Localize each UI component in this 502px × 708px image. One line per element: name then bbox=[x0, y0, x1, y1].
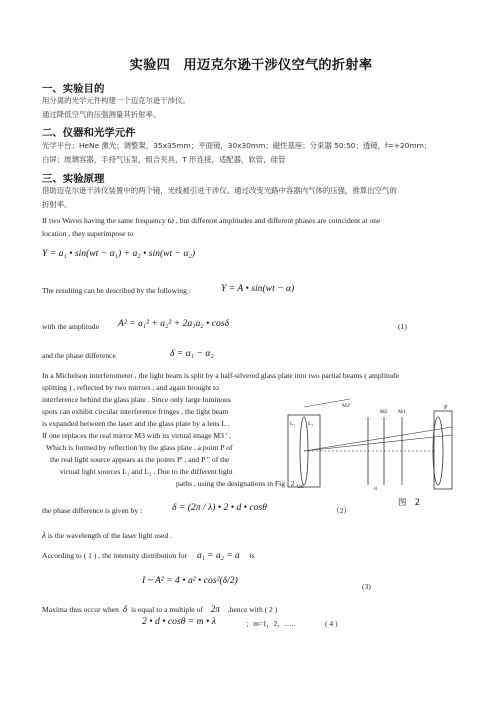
para-michelson-5: is expanded between the laser and the glass plate by a lens L . bbox=[42, 419, 230, 428]
para-intensity bbox=[42, 550, 470, 562]
para-phase-diff: and the phase difference bbox=[42, 351, 116, 360]
equation-equal-amplitude: a₁ = a₂ = a bbox=[197, 551, 240, 561]
equation-number-1: (1) bbox=[398, 322, 407, 331]
ray-2 bbox=[304, 427, 452, 451]
equation-maxima: 2 • d • cosθ = m • λ bbox=[142, 616, 216, 627]
delta-symbol: δ bbox=[122, 604, 128, 614]
text-segment: is bbox=[249, 551, 255, 560]
equation-number-3: (3) bbox=[362, 582, 371, 591]
text-segment: is the wavelength of the laser light used . bbox=[47, 531, 173, 540]
figure-2-diagram bbox=[284, 397, 462, 491]
lens-right bbox=[433, 417, 443, 485]
para-michelson-4: spots can exhibit circular interference fringes , the light beam bbox=[42, 407, 229, 416]
para-waves bbox=[42, 215, 470, 226]
text-segment: According to ( 1 ) , the intensity distribution for bbox=[42, 551, 188, 560]
label-m2: M2 bbox=[380, 409, 388, 415]
label-d: d bbox=[374, 486, 377, 491]
principle-line-1: 借助迈克尔逊干涉仪装置中的两个镜，光线被引进干涉仪。通过改变光路中容器内气体的压强，推算出空气的 bbox=[42, 186, 397, 195]
text-segment: Maxima thus occur when bbox=[42, 605, 119, 614]
text-segment: If two Waves having the same frequency bbox=[42, 216, 166, 225]
equation-phase-given: δ = (2π / λ) • 2 • d • cosθ bbox=[172, 502, 267, 513]
page-title: 实验四 用迈克尔逊干涉仪空气的折射率 bbox=[129, 58, 373, 73]
para-phase-given: the phase difference is given by : bbox=[42, 506, 143, 515]
text-segment: is equal to a multiple of bbox=[130, 605, 203, 614]
equation-number-2: （2） bbox=[332, 506, 351, 515]
para-michelson-6: If one replaces the real mirror M3 with its virtual image M3 ' , bbox=[42, 431, 232, 440]
omega-symbol: ω bbox=[167, 215, 174, 225]
para-michelson-8: the real light source appears as the points P' , and P " of the bbox=[50, 455, 230, 464]
para-maxima bbox=[42, 604, 470, 615]
label-m2p: M2' bbox=[342, 403, 351, 409]
label-p: P bbox=[444, 405, 448, 411]
text-segment: ,hence with ( 2 ) bbox=[227, 605, 278, 614]
figure-2-caption: 图 2 bbox=[398, 497, 421, 507]
equation-number-4: ( 4 ) bbox=[325, 619, 338, 628]
para-michelson-9: virtual light sources L₁ and L₂ . Due to the different light bbox=[60, 467, 233, 476]
principle-line-2: 折射率。 bbox=[42, 200, 72, 209]
para-michelson-7: Which is formed by reflection by the glass plate , a point P of bbox=[46, 443, 233, 452]
section-heading-principle: 三、实验原理 bbox=[42, 173, 105, 185]
equation-phase-diff: δ = α₁ − α₂ bbox=[170, 348, 214, 359]
objective-line-1: 用分离的光学元件构建一个迈克尔逊干涉仪。 bbox=[42, 96, 190, 105]
ray-1 bbox=[304, 435, 452, 451]
equation-resulting: Y = A • sin(wt − α) bbox=[221, 283, 295, 294]
label-l2: L₂ bbox=[308, 421, 314, 427]
equation-amplitude: A² = a₁² + a₂² + 2a₁a₂ • cosδ bbox=[118, 318, 230, 329]
label-2d: 2d bbox=[298, 484, 304, 490]
label-l1: L₁ bbox=[290, 421, 296, 427]
para-waves-cont: location , they superimpose to bbox=[42, 229, 134, 238]
equipment-line-1: 光学平台；HeNe 激光；调整架，35x35mm；平面镜，30x30mm；磁性基座；分束器 50:50；透镜，f=+20mm； bbox=[42, 141, 432, 150]
section-heading-equipment: 二、仪器和光学元件 bbox=[42, 127, 136, 139]
para-michelson-10: paths , using the designations in Fig . 2 , bbox=[176, 479, 299, 488]
equation-intensity: I ~ A² = 4 • a² • cos²(δ/2) bbox=[142, 575, 238, 586]
para-resulting: The resulting can be described by the following : bbox=[42, 286, 191, 295]
text-segment: , but different amplitudes and different phases are coincident at one bbox=[175, 216, 381, 225]
label-m1: M1 bbox=[398, 409, 406, 415]
para-wavelength bbox=[42, 530, 470, 541]
para-amplitude: with the amplitude bbox=[42, 322, 99, 331]
section-heading-objective: 一、实验目的 bbox=[42, 83, 105, 95]
para-michelson-2: splitting ) , reflected by two mirrors , and again brought to bbox=[42, 383, 219, 392]
equipment-line-2: 白屏；玻璃容器，手持气压泵，组合夹具，T 形连接，适配器，软管，硅管 bbox=[42, 155, 286, 164]
para-michelson-1: In a Michelson interferometer , the light beam is split by a half-silvered glass plate into two partial beams ( amplitude bbox=[42, 371, 400, 380]
two-pi-symbol: 2π bbox=[210, 604, 220, 614]
equation-superposition: Y = a₁ • sin(wt − α₁) + a₂ • sin(wt − α₂) bbox=[42, 248, 196, 259]
para-michelson-3: interference behind the glass plate . Since only large luminous bbox=[42, 395, 231, 404]
m-values: ；m=1，2，….. bbox=[246, 620, 296, 628]
objective-line-2: 通过降低空气的压强测量其折射率。 bbox=[42, 110, 161, 119]
lambda-symbol: λ bbox=[42, 530, 46, 540]
